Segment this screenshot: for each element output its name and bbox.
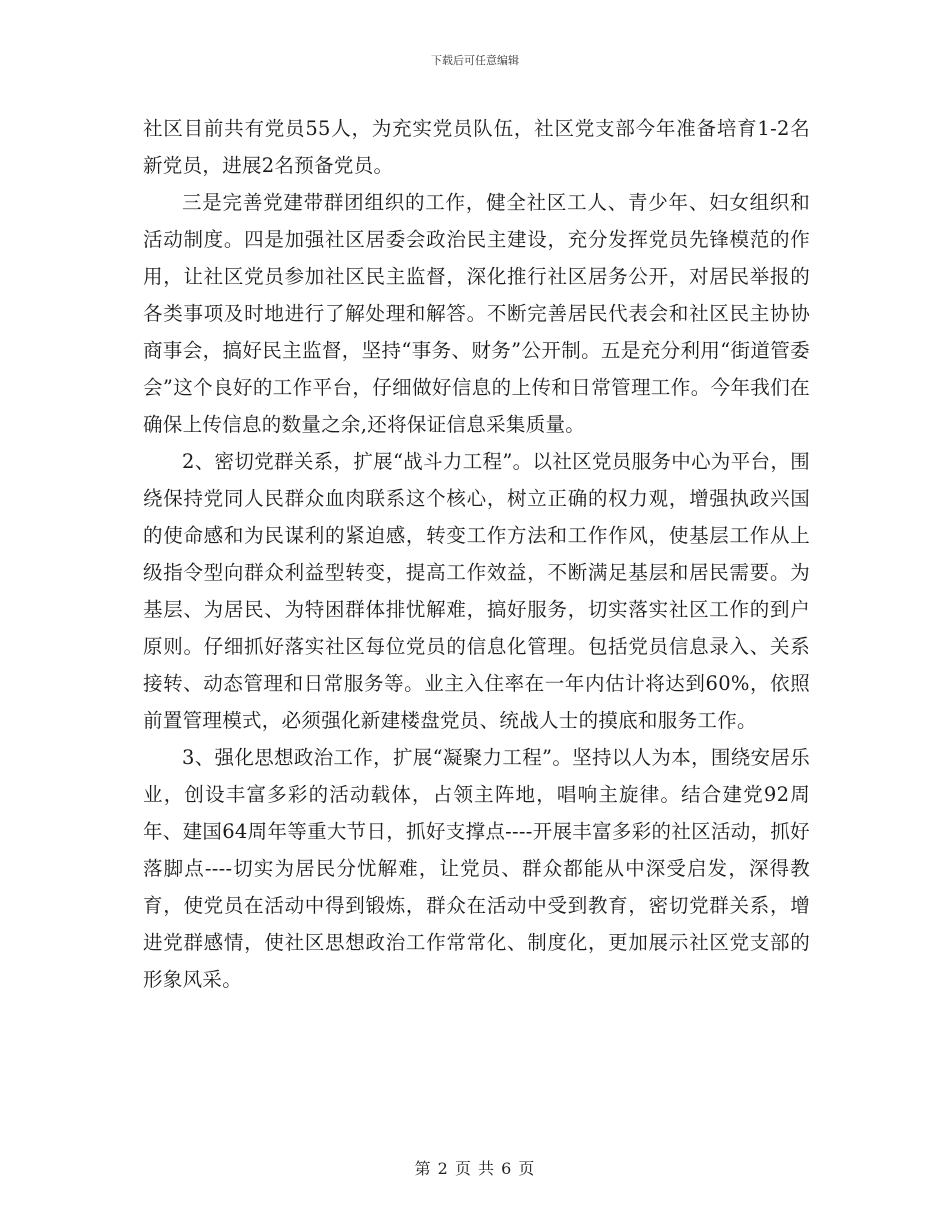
paragraph-continued: 社区目前共有党员55人，为充实党员队伍，社区党支部今年准备培育1-2名新党员，进展2名预备党员。 <box>143 117 810 177</box>
paragraph: 3、强化思想政治工作，扩展“凝聚力工程”。坚持以人为本，围绕安居乐业，创设丰富多彩的活动载体，占领主阵地，唱响主旋律。结合建党92周年、建国64周年等重大节日，抓好支撑点----开展丰富多彩的社区活动，抓好落脚点----切实为居民分忧解难，让党员、群众都能从中深受启发，深得教育，使党员在活动中得到锻炼，群众在活动中受到教育，密切党群关系，增进党群感情，使社区思想政治工作常常化、制度化，更加展示社区党支部的形象风采。 <box>143 746 810 991</box>
page-header: 下载后可任意编辑 <box>431 54 519 67</box>
page-number-footer: 第 2 页 共 6 页 <box>414 1159 536 1178</box>
paragraph: 三是完善党建带群团组织的工作，健全社区工人、青少年、妇女组织和活动制度。四是加强社区居委会政治民主建设，充分发挥党员先锋模范的作用，让社区党员参加社区民主监督，深化推行社区居务公开，对居民举报的各类事项及时地进行了解处理和解答。不断完善居民代表会和社区民主协协商事会，搞好民主监督，坚持“事务、财务”公开制。五是充分利用“街道管委会”这个良好的工作平台，仔细做好信息的上传和日常管理工作。今年我们在确保上传信息的数量之余,还将保证信息采集质量。 <box>143 191 810 436</box>
document-body <box>143 110 810 998</box>
paragraph: 2、密切党群关系，扩展“战斗力工程”。以社区党员服务中心为平台，围绕保持党同人民群众血肉联系这个核心，树立正确的权力观，增强执政兴国的使命感和为民谋利的紧迫感，转变工作方法和工作作风，使基层工作从上级指令型向群众利益型转变，提高工作效益，不断满足基层和居民需要。为基层、为居民、为特困群体排忧解难，搞好服务，切实落实社区工作的到户原则。仔细抓好落实社区每位党员的信息化管理。包括党员信息录入、关系接转、动态管理和日常服务等。业主入住率在一年内估计将达到60%，依照前置管理模式，必须强化新建楼盘党员、统战人士的摸底和服务工作。 <box>143 450 810 732</box>
